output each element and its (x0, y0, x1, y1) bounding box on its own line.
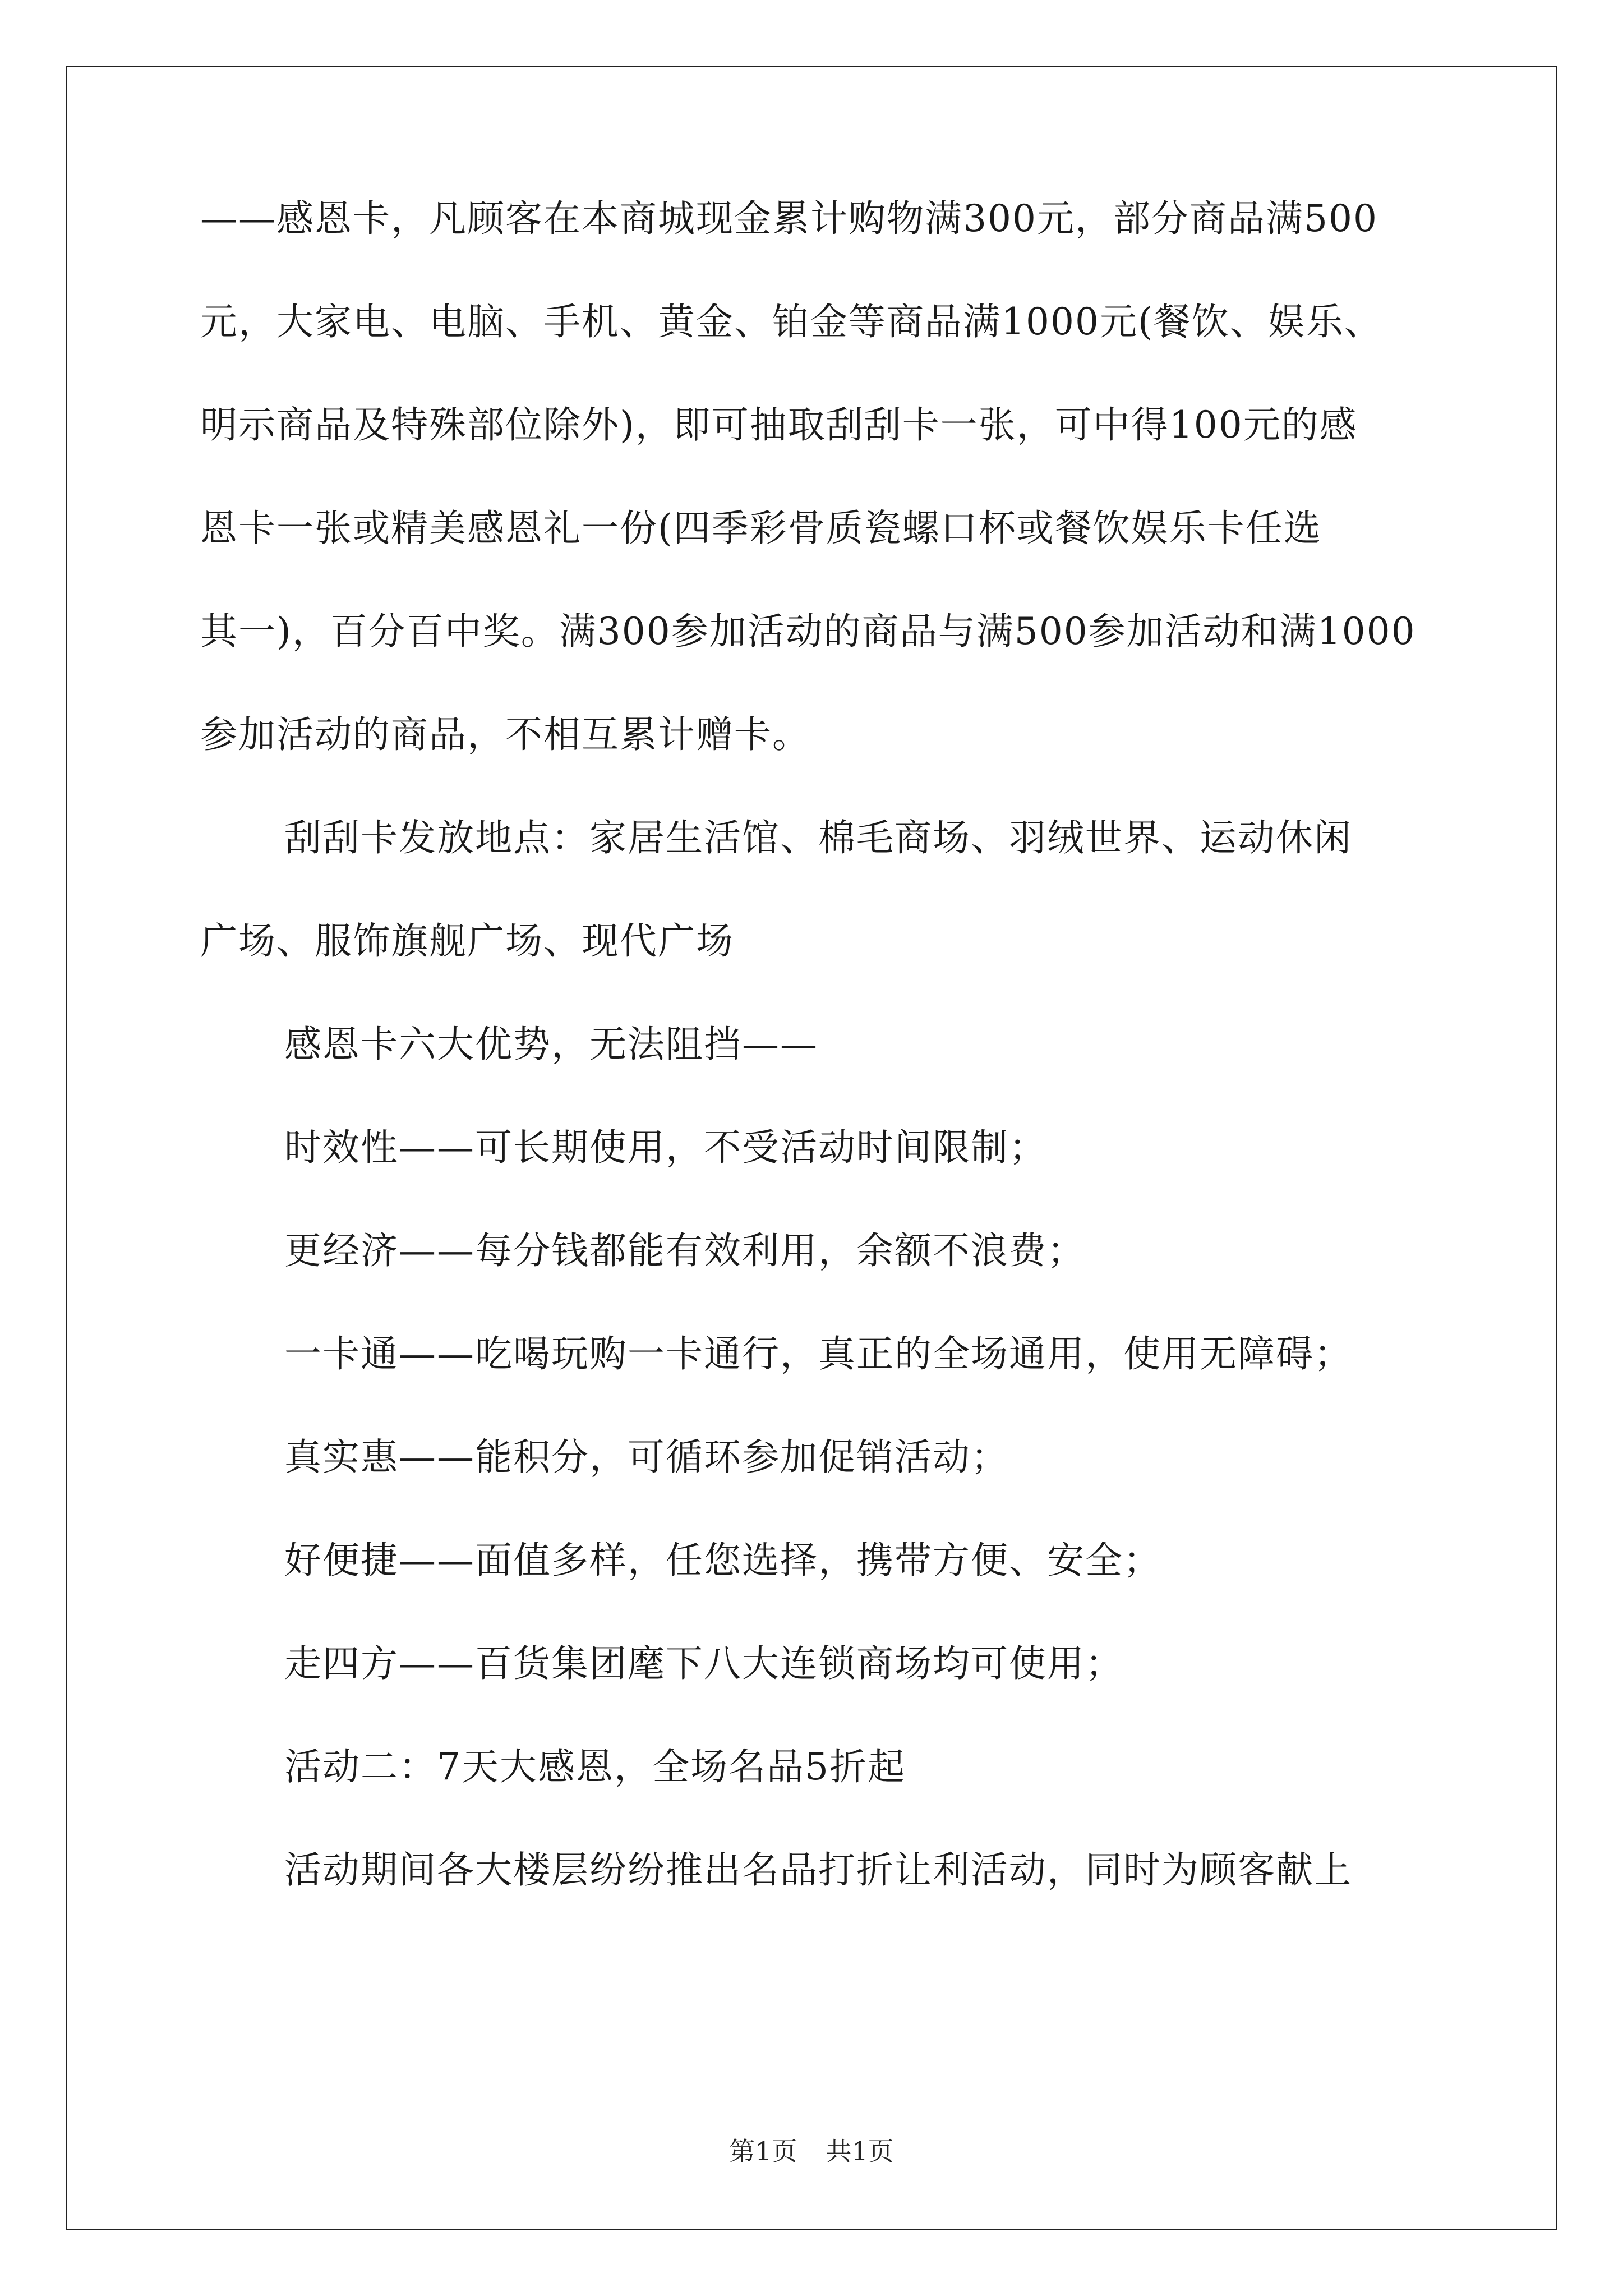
advantage-item: 走四方——百货集团麾下八大连锁商场均可使用； (284, 1642, 1123, 1685)
paragraph-1-line-2: 元，大家电、电脑、手机、黄金、铂金等商品满1000元(餐饮、娱乐、 (200, 300, 1382, 343)
page-number-current: 第1页 (729, 2136, 797, 2166)
paragraph-1-line-5: 其一)，百分百中奖。满300参加活动的商品与满500参加活动和满1000 (200, 610, 1416, 653)
page-number-total: 共1页 (826, 2136, 894, 2166)
advantages-heading: 感恩卡六大优势，无法阻挡—— (284, 1023, 818, 1066)
advantage-item: 时效性——可长期使用，不受活动时间限制； (284, 1126, 1047, 1169)
advantage-item: 真实惠——能积分，可循环参加促销活动； (284, 1435, 1009, 1479)
activity-two-title: 活动二：7天大感恩，全场名品5折起 (284, 1745, 906, 1788)
paragraph-1-line-1: ——感恩卡，凡顾客在本商城现金累计购物满300元，部分商品满500 (200, 197, 1378, 240)
paragraph-1-line-4: 恩卡一张或精美感恩礼一份(四季彩骨质瓷螺口杯或餐饮娱乐卡任选 (200, 507, 1322, 550)
paragraph-1-line-3: 明示商品及特殊部位除外)，即可抽取刮刮卡一张，可中得100元的感 (200, 403, 1358, 447)
advantage-item: 更经济——每分钱都能有效利用，余额不浪费； (284, 1229, 1085, 1272)
activity-two-text: 活动期间各大楼层纷纷推出名品打折让利活动，同时为顾客献上 (284, 1848, 1352, 1892)
paragraph-2-line-1: 刮刮卡发放地点：家居生活馆、棉毛商场、羽绒世界、运动休闲 (284, 816, 1352, 859)
page-footer (0, 2134, 1623, 2168)
paragraph-1-line-6: 参加活动的商品，不相互累计赠卡。 (200, 713, 810, 756)
advantage-item: 一卡通——吃喝玩购一卡通行，真正的全场通用，使用无障碍； (284, 1332, 1352, 1375)
paragraph-2-line-2: 广场、服饰旗舰广场、现代广场 (200, 919, 734, 963)
advantage-item: 好便捷——面值多样，任您选择，携带方便、安全； (284, 1539, 1161, 1582)
